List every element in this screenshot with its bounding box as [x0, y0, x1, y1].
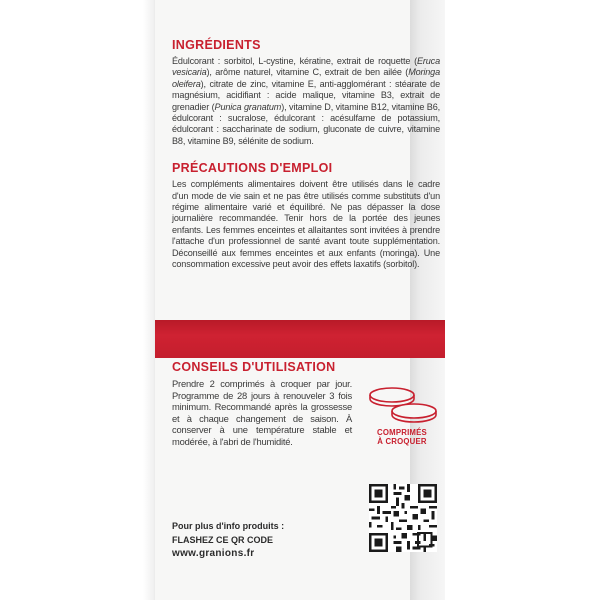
upper-text-area [172, 38, 440, 271]
chewable-tablets-icon [362, 383, 442, 428]
footer-line-1: Pour plus d'info produits : [172, 521, 285, 531]
ingredients-latin-2: Moringa oleifera [172, 67, 440, 89]
website-link[interactable]: www.granions.fr [172, 548, 255, 559]
ingredients-latin-1: Eruca vesicaria [172, 56, 440, 78]
ingredients-part-3: ), citrate de zinc, vitamine E, anti-agglomérant : stéarate de magnésium, acidifiant : acide malique, vitamine B3, extrait de grenadier ( [172, 78, 440, 112]
ingredients-part-2: ), arôme naturel, vitamine C, extrait de ben ailée ( [206, 67, 409, 78]
tablets-label-line-2: À CROQUER [377, 437, 427, 446]
box-left-edge [143, 0, 155, 600]
precautions-text: Les compléments alimentaires doivent être utilisés dans le cadre d'un mode de vie sain et ne pas être utilisés comme substituts d'un régime alimentaire varié et équilibré. Ne pas dépasser la dose journalière recommandée. Tenir hors de la portée des jeunes enfants. Les femmes enceintes et allaitantes sont invitées à prendre l'attache d'un professionnel de santé avant toute supplémentation. Déconseillé aux femmes enceintes et aux enfants (moringa). Une consommation excessive peut avoir des effets laxatifs (sorbitol). [172, 179, 440, 270]
ingredients-text [172, 56, 440, 147]
ingredients-heading: INGRÉDIENTS [172, 38, 261, 52]
ingredients-latin-3: Punica granatum [214, 101, 282, 112]
qr-code-icon [369, 484, 437, 552]
tablets-label-line-1: COMPRIMÉS [377, 428, 427, 437]
footer-line-2: FLASHEZ CE QR CODE [172, 535, 274, 545]
ingredients-section [172, 38, 440, 147]
tablets-label [372, 428, 432, 446]
conseils-heading: CONSEILS D'UTILISATION [172, 360, 336, 374]
conseils-text: Prendre 2 comprimés à croquer par jour. Programme de 28 jours à renouveler 3 fois minimum. Recommandé après la grossesse et à chaque changement de saison. À conserver à une température stable et modérée, à l'abri de l'humidité. [172, 378, 352, 447]
precautions-heading: PRÉCAUTIONS D'EMPLOI [172, 161, 333, 176]
red-band [155, 320, 445, 358]
footer-info [172, 519, 352, 561]
ingredients-part-4: ), vitamine D, vitamine B12, vitamine B6, édulcorant : sucralose, édulcorant : acésulfame de potassium, édulcorant : saccharinate de sodium, gluconate de cuivre, vitamine B8, vitamine B9, sélénite de sodium. [172, 101, 441, 146]
precautions-section [172, 161, 440, 270]
conseils-section [172, 360, 352, 448]
ingredients-part-1: Édulcorant : sorbitol, L-cystine, kératine, extrait de roquette ( [172, 56, 417, 66]
